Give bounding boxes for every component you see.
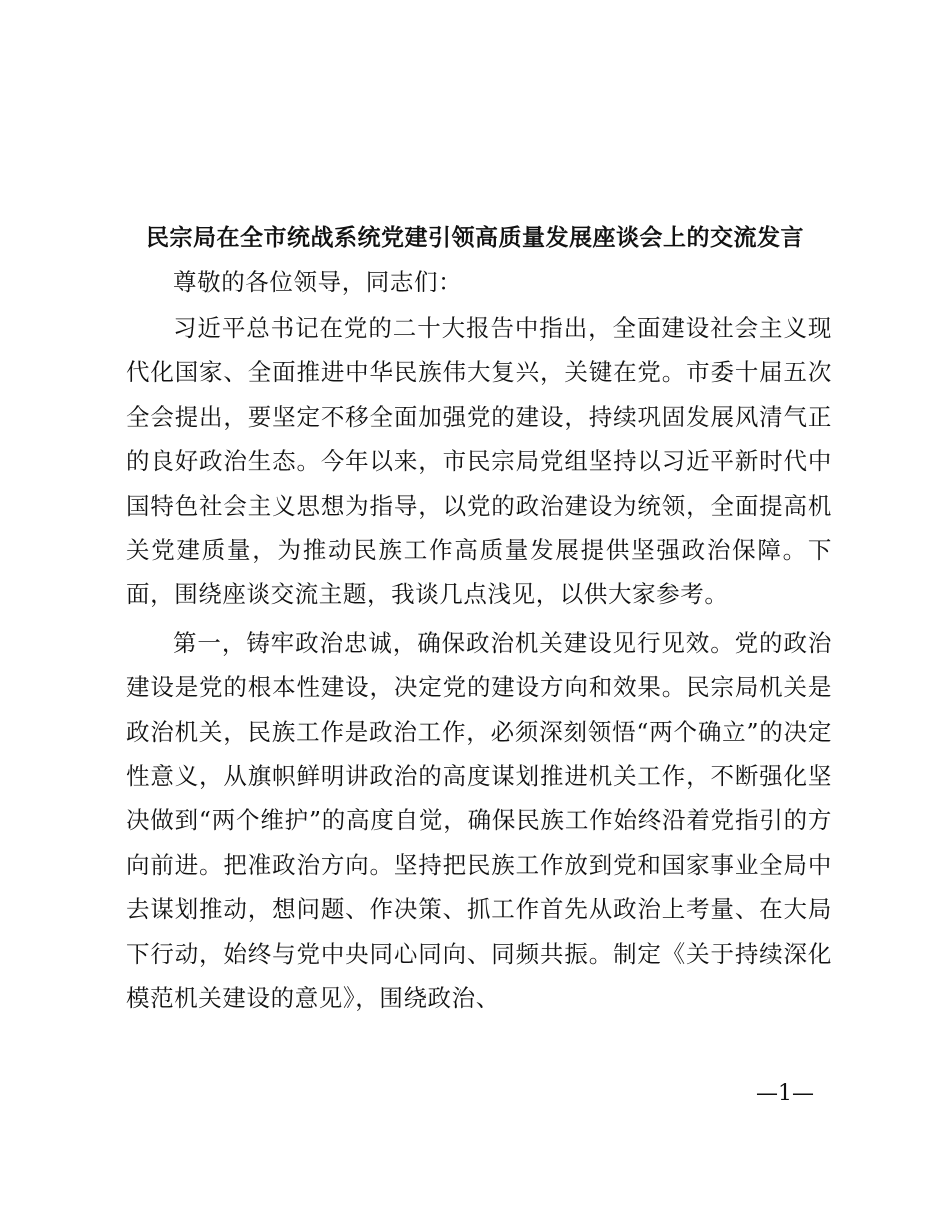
paragraph: 第一，铸牢政治忠诚，确保政治机关建设见行见效。党的政治建设是党的根本性建设，决定党的建设方向和效果。民宗局机关是政治机关，民族工作是政治工作，必须深刻领悟“两个确立”的决定性意义，从旗帜鲜明讲政治的高度谋划推进机关工作，不断强化坚决做到“两个维护”的高度自觉，确保民族工作始终沿着党指引的方向前进。把准政治方向。坚持把民族工作放到党和国家事业全局中去谋划推动，想问题、作决策、抓工作首先从政治上考量、在大局下行动，始终与党中央同心同向、同频共振。制定《关于持续深化模范机关建设的意见》，围绕政治、 [126,628,832,1013]
greeting: 尊敬的各位领导，同志们： [173,268,463,296]
paragraph: 习近平总书记在党的二十大报告中指出，全面建设社会主义现代化国家、全面推进中华民族伟大复兴，关键在党。市委十届五次全会提出，要坚定不移全面加强党的建设，持续巩固发展风清气正的良好政治生态。今年以来，市民宗局党组坚持以习近平新时代中国特色社会主义思想为指导，以党的政治建设为统领，全面提高机关党建质量，为推动民族工作高质量发展提供坚强政治保障。下面，围绕座谈交流主题，我谈几点浅见，以供大家参考。 [126,314,832,609]
document-body [126,262,832,1021]
document-title: 民宗局在全市统战系统党建引领高质量发展座谈会上的交流发言 [146,224,804,251]
page-number: —1— [756,1081,814,1106]
